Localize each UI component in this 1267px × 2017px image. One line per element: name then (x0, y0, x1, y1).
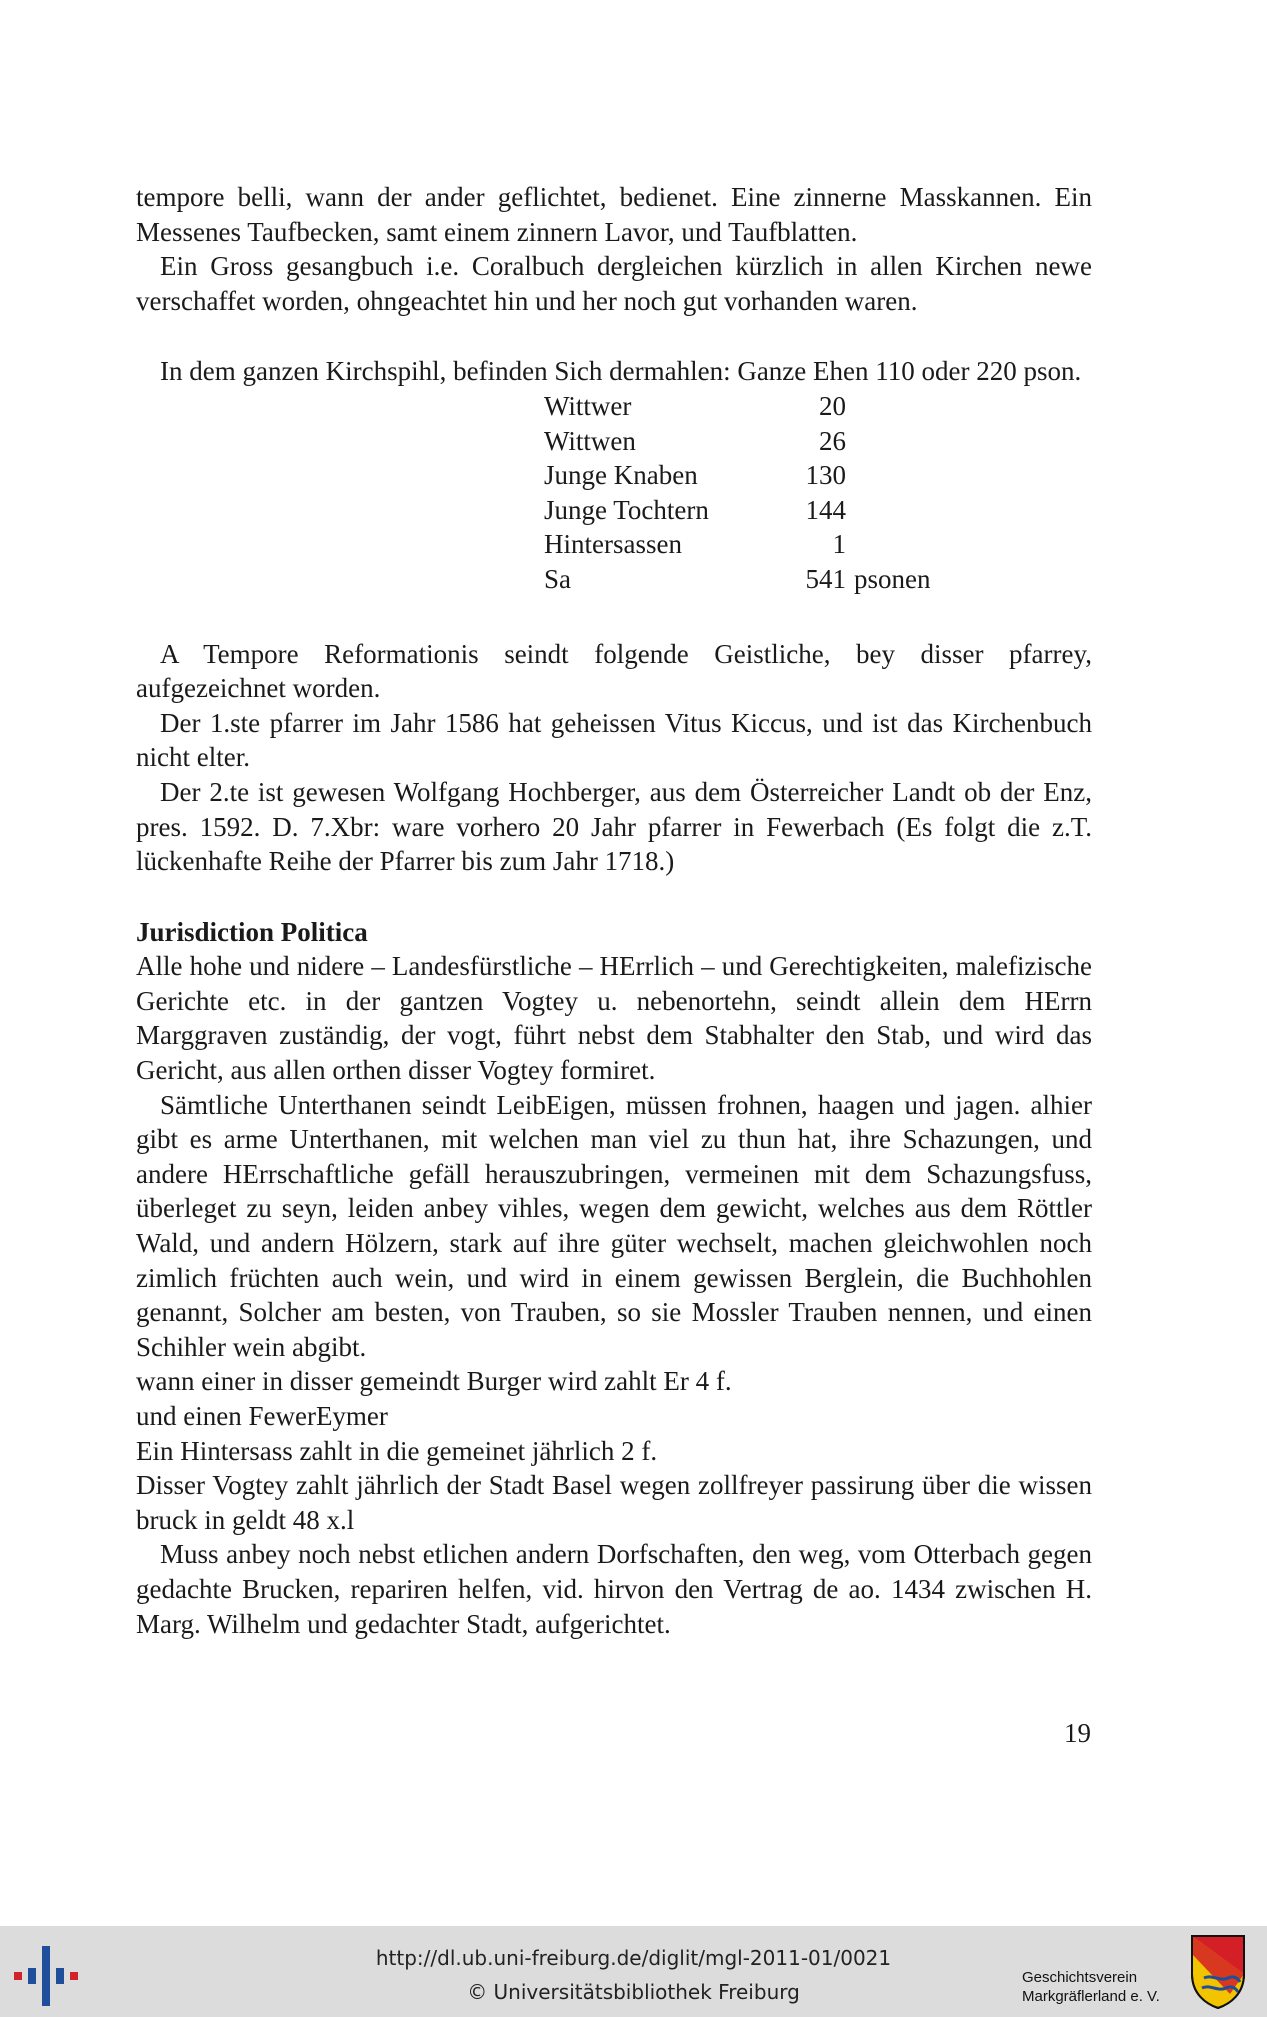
paragraph: Alle hohe und nidere – Landesfürstliche – HErrlich – und Gerechtigkeiten, malefizische Gerichte etc. in der gantzen Vogtey u. nebenortehn, seindt allein dem HErrn Marggraven zuständig, der vogt, führt nebst dem Stabhalter den Stab, und wird das Gericht, aus allen orthen disser Vogtey formiret. (136, 951, 1092, 1086)
paragraph: Disser Vogtey zahlt jährlich der Stadt Basel wegen zollfreyer passirung über die wissen bruck in geldt 48 x.l (136, 1470, 1092, 1535)
paragraph: Der 1.ste pfarrer im Jahr 1586 hat geheissen Vitus Kiccus, und ist das Kirchenbuch nicht elter. (136, 707, 1092, 773)
footer-url-link[interactable]: http://dl.ub.uni-freiburg.de/diglit/mgl-2011-01/0021 (375, 1946, 892, 1970)
table-row: Junge Tochtern 144 (544, 494, 846, 525)
paragraph: Ein Hintersass zahlt in die gemeinet jährlich 2 f. (136, 1435, 658, 1466)
paragraph: Der 2.te ist gewesen Wolfgang Hochberger, aus dem Österreicher Landt ob der Enz, pres. 1592. D. 7.Xbr: ware vorhero 20 Jahr pfarrer in Fewerbach (Es folgt die z.T. lückenhafte Reihe der Pfarrer bis zum Jahr 1718.) (136, 776, 1092, 877)
society-line: Markgräflerland e. V. (1022, 1988, 1160, 2005)
paragraph: wann einer in disser gemeindt Burger wird zahlt Er 4 f. (136, 1366, 732, 1397)
footer-copyright: © Universitätsbibliothek Freiburg (467, 1980, 800, 2004)
table-row: Hintersassen 1 (544, 529, 846, 560)
table-row: Junge Knaben 130 (544, 460, 846, 491)
section-heading: Jurisdiction Politica (136, 916, 368, 947)
table-row: Sa 541 psonen (544, 563, 931, 594)
table-row: Wittwen 26 (544, 425, 846, 456)
coat-of-arms-icon (1190, 1934, 1246, 2010)
paragraph: A Tempore Reformationis seindt folgende Geistliche, bey disser pfarrey, aufgezeichnet worden. (136, 638, 1092, 704)
page-body (136, 180, 1092, 1641)
page-number: 19 (1064, 1718, 1091, 1748)
census-table (544, 389, 931, 597)
society-line: Geschichtsverein (1022, 1969, 1138, 1986)
table-row: Wittwer 20 (544, 390, 846, 421)
paragraph: Muss anbey noch nebst etlichen andern Dorfschaften, den weg, vom Otterbach gegen gedachte Brucken, repariren helfen, vid. hirvon den Vertrag de ao. 1434 zwischen H. Marg. Wilhelm und gedachter Stadt, aufgerichtet. (136, 1539, 1092, 1639)
paragraph: Sämtliche Unterthanen seindt LeibEigen, müssen frohnen, haagen und jagen. alhier gibt es arme Unterthanen, mit welchen man viel zu thun hat, ihre Schazungen, und andere HErrschaftliche gefäll herauszubringen, vermeinen mit dem Schazungsfuss, überleget zu seyn, leiden anbey vihles, wegen dem gewicht, welches aus dem Röttler Wald, und andern Hölzern, stark auf ihre güter wechselt, machen gleichwohlen noch zimlich früchten auch wein, und wird in einem gewissen Berglein, die Buchhohlen genannt, Solcher am besten, von Trauben, so sie Mossler Trauben nennen, und einen Schihler wein abgibt. (136, 1089, 1092, 1362)
society-name (1022, 1968, 1160, 2006)
footer-bar (0, 1926, 1267, 2017)
paragraph: tempore belli, wann der ander geflichtet, bedienet. Eine zinnerne Masskannen. Ein Messenes Taufbecken, samt einem zinnern Lavor, und Taufblatten. (136, 182, 1092, 247)
paragraph: und einen FewerEymer (136, 1401, 388, 1431)
paragraph: In dem ganzen Kirchspihl, befinden Sich dermahlen: Ganze Ehen 110 oder 220 pson. (160, 356, 1082, 387)
paragraph: Ein Gross gesangbuch i.e. Coralbuch dergleichen kürzlich in allen Kirchen newe verschaffet worden, ohngeachtet hin und her noch gut vorhanden waren. (136, 251, 1092, 316)
